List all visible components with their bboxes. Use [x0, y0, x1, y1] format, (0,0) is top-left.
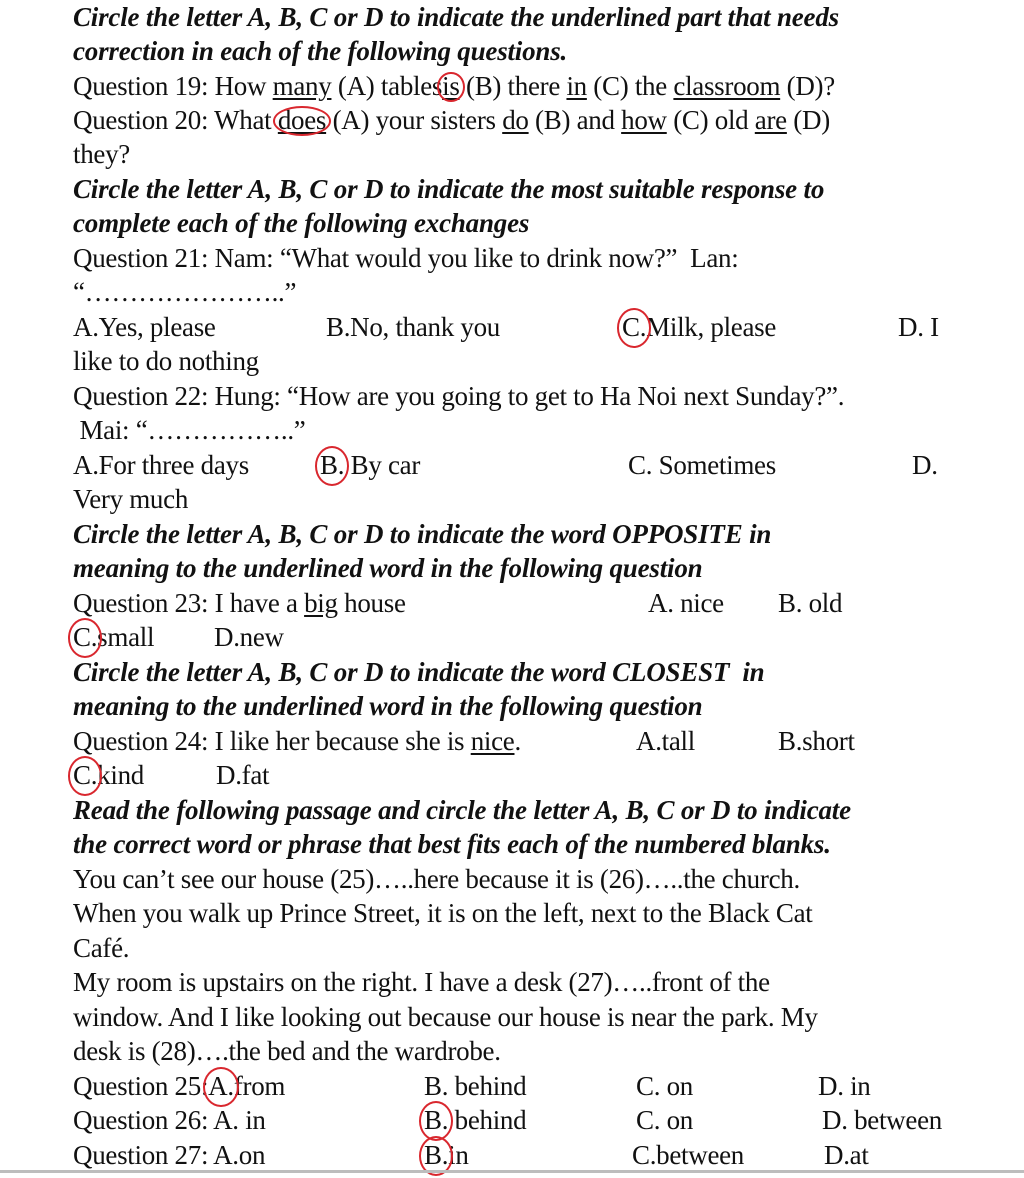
q22-option-c: C. Sometimes [628, 450, 776, 480]
q27-option-b: B.in [424, 1140, 469, 1170]
q19-underlined-b: is [442, 71, 460, 101]
q20-underlined-d: are [754, 105, 787, 135]
q24-underlined-word: nice [470, 726, 515, 756]
q23-option-d: D.new [214, 622, 284, 652]
q19-underlined-d: classroom [673, 71, 781, 101]
section-1-instruction-line-2: correction in each of the following questions. [73, 36, 568, 66]
q19-underlined-a: many [272, 71, 332, 101]
q20-underlined-b: do [502, 105, 529, 135]
q23-option-b: B. old [778, 588, 843, 618]
q25-option-d: D. in [818, 1071, 871, 1101]
q23-option-c: C.small [73, 622, 155, 652]
question-25: Question 25:A.from [73, 1071, 286, 1101]
q26-option-c: C. on [636, 1105, 694, 1135]
q27-option-c: C.between [632, 1140, 745, 1170]
q22-option-b: B. By car [320, 450, 421, 480]
question-23-stem: Question 23: I have a big house [73, 588, 406, 618]
question-20: Question 20: What does (A) your sisters do (B) and how (C) old are (D) [73, 105, 830, 135]
section-2-instruction-line-1: Circle the letter A, B, C or D to indicate the most suitable response to [73, 174, 825, 204]
q22-option-d: D. [912, 450, 938, 480]
section-3-instruction-line-1: Circle the letter A, B, C or D to indicate the word OPPOSITE in [73, 519, 772, 549]
q27-answer-circle: B. [424, 1140, 449, 1170]
q26-answer-circle: B. [424, 1105, 449, 1135]
q21-option-a: A.Yes, please [73, 312, 216, 342]
question-21-stem: Question 21: Nam: “What would you like to drink now?” Lan: [73, 243, 739, 273]
q24-option-c: C.kind [73, 760, 144, 790]
q22-option-d-line-2: Very much [73, 484, 189, 514]
q21-answer-circle: C. [622, 312, 647, 342]
question-27: Question 27: A.on [73, 1140, 266, 1170]
q26-option-b: B. behind [424, 1105, 527, 1135]
bottom-border-line [0, 1170, 1024, 1173]
q20-answer-circle [278, 103, 326, 137]
q21-option-c: C.Milk, please [622, 312, 777, 342]
q20-underlined-c: how [621, 105, 667, 135]
q21-option-d-line-2: like to do nothing [73, 346, 259, 376]
q21-option-b: B.No, thank you [326, 312, 500, 342]
section-3-instruction-line-2: meaning to the underlined word in the following question [73, 553, 703, 583]
passage-line-6: desk is (28)….the bed and the wardrobe. [73, 1036, 501, 1066]
question-24-stem: Question 24: I like her because she is nice. [73, 726, 521, 756]
q22-answer-circle: B. [320, 450, 345, 480]
q19-underlined-c: in [566, 71, 587, 101]
passage-line-3: Café. [73, 933, 130, 963]
q24-option-d: D.fat [216, 760, 270, 790]
passage-line-5: window. And I like looking out because our house is near the park. My [73, 1002, 818, 1032]
q23-option-a: A. nice [648, 588, 724, 618]
q24-option-a: A.tall [636, 726, 695, 756]
q25-option-c: C. on [636, 1071, 694, 1101]
question-20-line-2: they? [73, 139, 130, 169]
q21-option-d: D. I [898, 312, 939, 342]
question-19: Question 19: How many (A) tablesis (B) there in (C) the classroom (D)? [73, 71, 835, 101]
q23-answer-circle: C. [73, 622, 98, 652]
q24-option-b: B.short [778, 726, 855, 756]
section-5-instruction-line-1: Read the following passage and circle the letter A, B, C or D to indicate [73, 795, 851, 825]
section-4-instruction-line-2: meaning to the underlined word in the following question [73, 691, 703, 721]
q25-option-b: B. behind [424, 1071, 527, 1101]
section-2-instruction-line-2: complete each of the following exchanges [73, 208, 530, 238]
q23-underlined-word: big [304, 588, 338, 618]
passage-line-1: You can’t see our house (25)…..here because it is (26)…..the church. [73, 864, 800, 894]
passage-line-4: My room is upstairs on the right. I have a desk (27)…..front of the [73, 967, 770, 997]
question-21-blank: “…………………..” [73, 277, 297, 307]
section-4-instruction-line-1: Circle the letter A, B, C or D to indicate the word CLOSEST in [73, 657, 765, 687]
q24-answer-circle: C. [73, 760, 98, 790]
passage-line-2: When you walk up Prince Street, it is on the left, next to the Black Cat [73, 898, 813, 928]
q25-answer-circle: A. [208, 1071, 234, 1101]
q22-option-a: A.For three days [73, 450, 249, 480]
question-26: Question 26: A. in [73, 1105, 266, 1135]
q20-underlined-a: does [277, 105, 327, 135]
q19-answer-circle [442, 69, 459, 103]
section-1-instruction-line-1: Circle the letter A, B, C or D to indicate the underlined part that needs [73, 2, 839, 32]
section-5-instruction-line-2: the correct word or phrase that best fits each of the numbered blanks. [73, 829, 831, 859]
question-22-mai: Mai: “……………..” [73, 415, 306, 445]
q26-option-d: D. between [822, 1105, 942, 1135]
question-22-stem: Question 22: Hung: “How are you going to get to Ha Noi next Sunday?”. [73, 381, 845, 411]
q27-option-d: D.at [824, 1140, 869, 1170]
